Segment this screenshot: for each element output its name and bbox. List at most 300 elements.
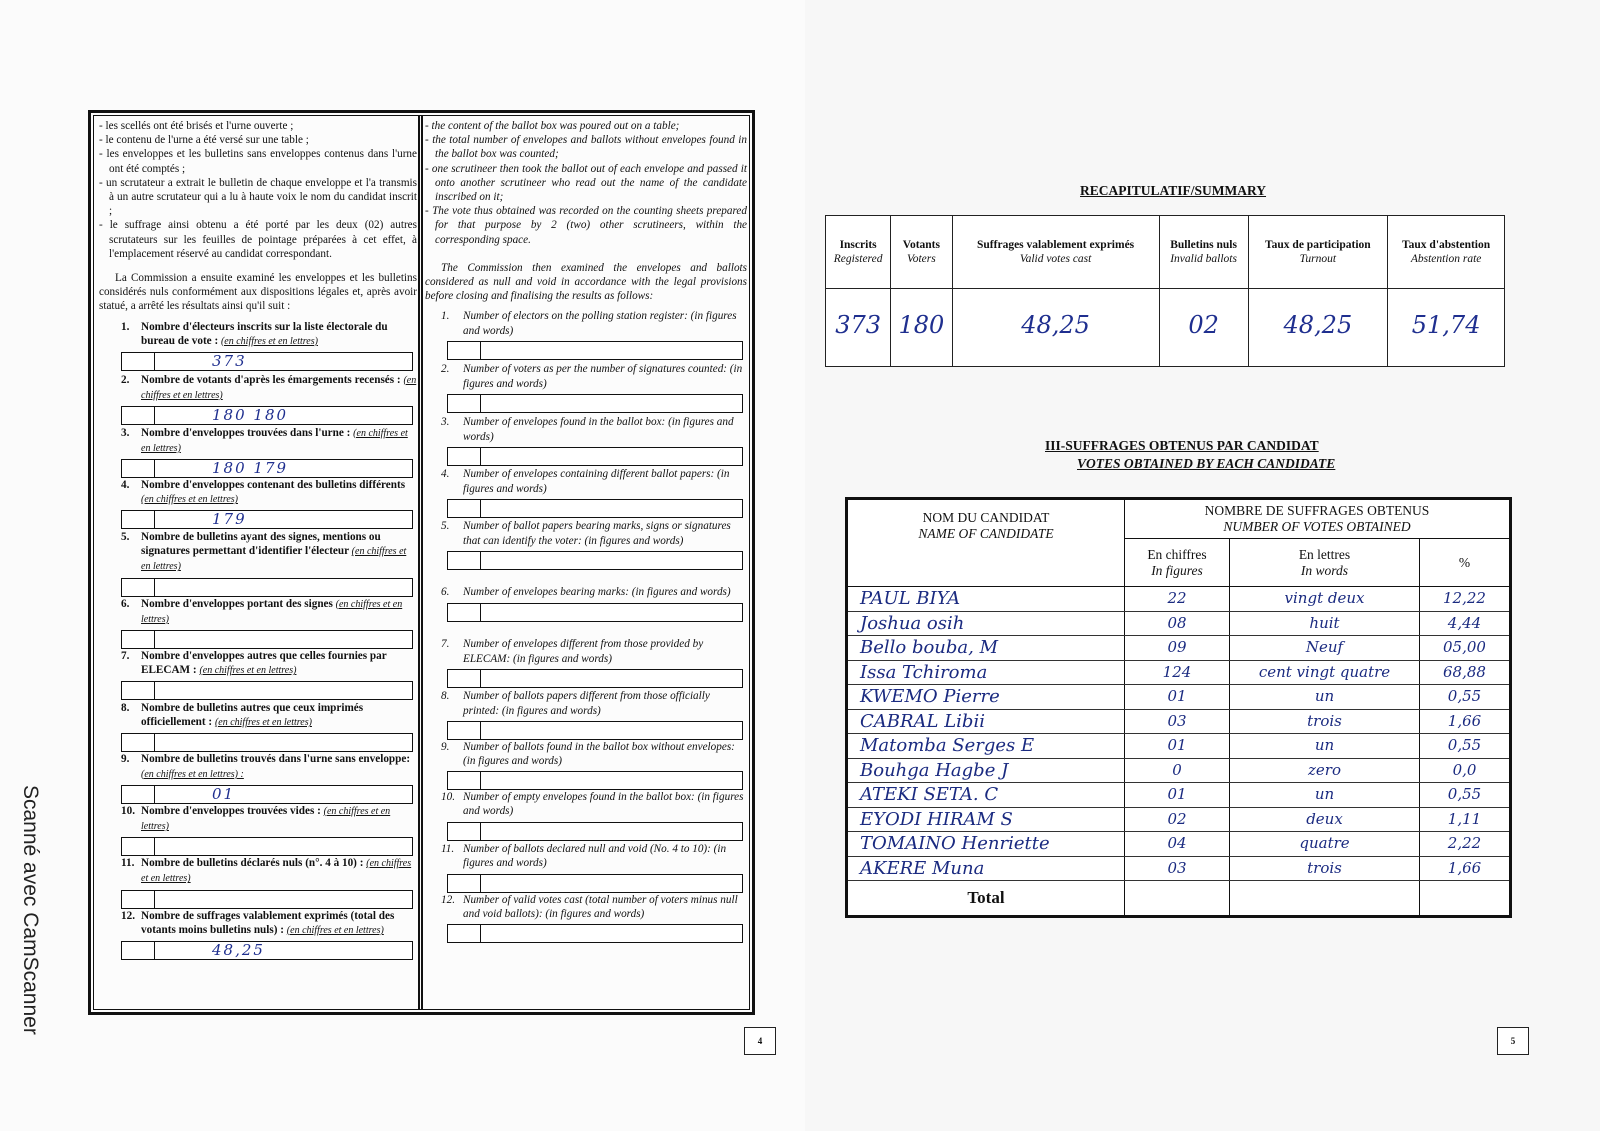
form-item: [99, 752, 417, 803]
page-number: 5: [1497, 1027, 1529, 1055]
candidate-votes-words: deux: [1306, 809, 1343, 828]
english-bullet: - the content of the ballot box was poured out on a table;: [425, 120, 680, 132]
candidate-row: [847, 709, 1511, 734]
candidate-percent: 1,66: [1447, 711, 1482, 730]
summary-header-fr: Inscrits: [839, 239, 877, 251]
candidate-name-cell: [847, 660, 1125, 685]
item-hint: (en chiffres et en lettres): [214, 717, 312, 729]
header-votes-fr: NOMBRE DE SUFFRAGES OBTENUS: [1204, 503, 1430, 518]
item-number: 10.: [441, 791, 455, 804]
summary-header-en: Abstention rate: [1410, 253, 1482, 265]
english-column: [425, 119, 747, 1006]
summary-header: [891, 216, 952, 289]
handwritten-summary-value: 48,25: [1021, 311, 1090, 339]
french-bullet-text: les enveloppes et les bulletins sans enveloppes contenus dans l'urne ont été comptés ;: [106, 148, 417, 175]
item-text: Number of empty envelopes found in the ballot box: (in figures and words): [463, 791, 744, 818]
form-item-en: [425, 740, 747, 790]
candidate-votes-words-cell: [1230, 636, 1420, 661]
candidate-votes-figures: 124: [1162, 662, 1192, 681]
item-label: [141, 804, 417, 834]
header-words: [1230, 539, 1420, 587]
summary-header-fr: Votants: [902, 239, 940, 251]
candidate-votes-figures-cell: [1125, 660, 1230, 685]
summary-table: [825, 215, 1505, 367]
candidate-name-cell: [847, 832, 1125, 857]
counting-form: [88, 110, 755, 1015]
total-words: [1230, 881, 1420, 917]
english-bullet: - the total number of envelopes and ballots without envelopes found in the ballot box was counted;: [425, 134, 747, 161]
item-text: Nombre d'enveloppes trouvées dans l'urne :: [141, 426, 351, 439]
french-bullet-text: le suffrage ainsi obtenu a été porté par les deux (02) autres scrutateurs sur les feuilles de pointage préparées à cet effet, à l'emplacement réservé au candidat correspondant.: [109, 219, 418, 260]
item-text: Nombre de suffrages valablement exprimés (total des votants moins bulletins nuls) :: [141, 909, 395, 936]
item-hint: (en chiffres et en lettres) :: [141, 768, 244, 780]
candidate-votes-words: un: [1314, 736, 1335, 755]
page-number: 4: [744, 1027, 776, 1055]
candidate-percent: 05,00: [1443, 638, 1486, 657]
answer-box[interactable]: [121, 837, 413, 856]
item-label: [141, 856, 417, 886]
item-text: Number of ballot papers bearing marks, signs or signatures that can identify the voter: (in figures and words): [463, 520, 731, 547]
answer-box[interactable]: [447, 447, 743, 466]
candidate-votes-figures-cell: [1125, 807, 1230, 832]
candidate-votes-words: trois: [1307, 711, 1342, 730]
header-name-fr: NOM DU CANDIDAT: [922, 510, 1050, 525]
form-item: [99, 320, 417, 373]
candidate-votes-figures: 22: [1167, 589, 1187, 608]
answer-box[interactable]: [121, 785, 413, 804]
candidate-row: [847, 856, 1511, 881]
answer-box[interactable]: [121, 510, 413, 529]
item-label: [141, 649, 417, 678]
item-text: Nombre de bulletins autres que ceux imprimés officiellement :: [141, 702, 364, 729]
header-votes-en: NUMBER OF VOTES OBTAINED: [1223, 519, 1411, 534]
item-hint: (en chiffres et en lettres): [141, 546, 407, 573]
item-number: 12.: [441, 893, 455, 906]
candidate-row: [847, 587, 1511, 612]
summary-header-en: Registered: [833, 253, 883, 265]
item-hint: (en chiffres et en lettres): [199, 665, 297, 677]
answer-box[interactable]: [121, 352, 413, 371]
candidate-name: TOMAINO Henriette: [860, 833, 1050, 855]
candidate-percent-cell: [1420, 734, 1511, 759]
right-page: [805, 0, 1600, 1131]
item-hint: (en chiffres et en lettres): [286, 924, 384, 936]
candidate-votes-figures: 02: [1167, 809, 1187, 828]
item-number: 11.: [441, 843, 455, 856]
total-figures: [1125, 881, 1230, 917]
item-text: Number of envelopes containing different ballot papers: (in figures and words): [463, 468, 730, 495]
candidate-percent-cell: [1420, 685, 1511, 710]
summary-header: [952, 216, 1159, 289]
handwritten-value: 180 180: [212, 406, 289, 425]
candidate-votes-figures-cell: [1125, 611, 1230, 636]
handwritten-summary-value: 51,74: [1411, 311, 1481, 339]
candidate-votes-figures-cell: [1125, 685, 1230, 710]
candidate-votes-figures: 01: [1167, 687, 1187, 706]
candidate-percent: 1,66: [1447, 858, 1482, 877]
candidate-votes-figures: 0: [1172, 760, 1182, 779]
answer-box[interactable]: [447, 874, 743, 893]
candidate-percent: 4,44: [1447, 613, 1482, 632]
summary-header-fr: Bulletins nuls: [1170, 239, 1237, 251]
candidate-votes-words-cell: [1230, 758, 1420, 783]
item-number: 2.: [121, 373, 130, 386]
candidate-name: Bello bouba, M: [860, 637, 999, 659]
item-text: Nombre de votants d'après les émargements recensés :: [141, 373, 401, 386]
header-name-en: NAME OF CANDIDATE: [918, 526, 1054, 541]
item-text: Nombre d'enveloppes contenant des bulletins différents: [141, 479, 406, 492]
candidate-votes-words-cell: [1230, 660, 1420, 685]
english-bullet-text: the content of the ballot box was poured out on a table;: [431, 120, 680, 132]
english-bullet: - one scrutineer then took the ballot out of each envelope and passed it onto another scrutineer who read out the name of the candidate inscribed on it;: [425, 162, 747, 204]
french-bullet-text: le contenu de l'urne a été versé sur une table ;: [105, 134, 309, 147]
candidate-name-cell: [847, 587, 1125, 612]
answer-box[interactable]: [447, 499, 743, 518]
answer-box[interactable]: [447, 603, 743, 622]
item-label: [141, 909, 417, 938]
item-label: [141, 320, 417, 349]
handwritten-summary-value: 373: [835, 311, 881, 339]
summary-header-en: Turnout: [1299, 253, 1337, 265]
candidate-votes-figures-cell: [1125, 734, 1230, 759]
form-item-en: [425, 585, 747, 637]
candidate-row: [847, 783, 1511, 808]
candidate-name-cell: [847, 636, 1125, 661]
summary-header-fr: Suffrages valablement exprimés: [977, 239, 1135, 251]
item-text: Number of envelopes bearing marks: (in figures and words): [463, 586, 731, 599]
candidate-votes-figures: 03: [1167, 711, 1187, 730]
candidate-name-cell: [847, 685, 1125, 710]
candidate-row: [847, 636, 1511, 661]
summary-header-en: Valid votes cast: [1019, 253, 1092, 265]
form-item: [99, 426, 417, 478]
item-number: 10.: [121, 804, 135, 817]
candidate-row: [847, 832, 1511, 857]
answer-box[interactable]: [447, 551, 743, 570]
form-item: [99, 478, 417, 530]
french-bullet: - le contenu de l'urne a été versé sur une table ;: [99, 134, 309, 147]
english-paragraph: The Commission then examined the envelopes and ballots considered as null and void in accordance with the legal provisions before closing and finalising the results as follows:: [425, 261, 747, 303]
column-divider: [418, 116, 423, 1009]
item-number: 6.: [121, 597, 130, 610]
summary-value: [1248, 289, 1388, 367]
item-number: 2.: [441, 363, 450, 376]
candidate-percent-cell: [1420, 660, 1511, 685]
candidate-votes-words: huit: [1309, 613, 1340, 632]
summary-header: [1159, 216, 1248, 289]
candidate-percent-cell: [1420, 783, 1511, 808]
candidate-row: [847, 734, 1511, 759]
answer-box[interactable]: [121, 406, 413, 425]
form-item: [99, 804, 417, 856]
candidate-votes-words-cell: [1230, 783, 1420, 808]
summary-header-en: Invalid ballots: [1170, 253, 1237, 265]
item-number: 9.: [441, 740, 450, 753]
item-label: [141, 752, 417, 781]
answer-box[interactable]: [447, 394, 743, 413]
item-label: [141, 597, 417, 627]
answer-box[interactable]: [121, 578, 413, 597]
candidate-row: [847, 758, 1511, 783]
candidate-percent: 0,0: [1452, 760, 1477, 779]
item-text: Nombre de bulletins ayant des signes, mentions ou signatures permettant d'identifier l'électeur: [141, 531, 381, 558]
section-title-en: VOTES OBTAINED BY EACH CANDIDATE: [1077, 456, 1336, 471]
french-column: [99, 119, 417, 1006]
item-number: 11.: [121, 857, 135, 870]
candidate-votes-words-cell: [1230, 709, 1420, 734]
summary-value: [952, 289, 1159, 367]
item-number: 12.: [121, 909, 135, 922]
english-bullet-text: one scrutineer then took the ballot out of each envelope and passed it onto another scrutineer who read out the name of the candidate inscribed on it;: [431, 162, 747, 204]
candidate-percent: 68,88: [1443, 662, 1486, 681]
candidate-percent-cell: [1420, 856, 1511, 881]
header-figures-en: In figures: [1151, 562, 1203, 578]
item-hint: (en chiffres et en lettres): [220, 335, 318, 347]
handwritten-summary-value: 02: [1188, 311, 1219, 339]
summary-header: [1248, 216, 1388, 289]
answer-box[interactable]: [121, 890, 413, 909]
candidate-percent-cell: [1420, 611, 1511, 636]
form-item: [99, 373, 417, 426]
candidate-votes-words-cell: [1230, 856, 1420, 881]
form-item-en: [425, 362, 747, 415]
candidate-percent: 12,22: [1443, 589, 1486, 608]
answer-box[interactable]: [447, 771, 743, 790]
summary-header-en: Voters: [906, 253, 936, 265]
candidate-row: [847, 685, 1511, 710]
candidate-name-cell: [847, 807, 1125, 832]
candidate-row: [847, 660, 1511, 685]
candidate-name: Joshua osih: [860, 612, 965, 634]
answer-box[interactable]: [121, 459, 413, 478]
item-hint: (en chiffres et en lettres): [141, 598, 403, 625]
handwritten-value: 180 179: [212, 459, 289, 478]
item-hint: (en chiffres et en lettres): [141, 494, 239, 506]
item-text: Nombre d'électeurs inscrits sur la liste électorale du bureau de vote :: [141, 320, 388, 347]
item-number: 3.: [441, 416, 450, 429]
header-name: [847, 499, 1125, 587]
candidate-name-cell: [847, 758, 1125, 783]
header-figures: [1125, 539, 1230, 587]
summary-value: [826, 289, 891, 367]
form-item-en: [425, 689, 747, 739]
summary-value: [1159, 289, 1248, 367]
candidate-percent-cell: [1420, 587, 1511, 612]
answer-box[interactable]: [121, 630, 413, 649]
candidate-votes-figures: 04: [1167, 834, 1187, 853]
english-bullet: - The vote thus obtained was recorded on the counting sheets prepared for that purpose by 2 (two) other scrutineers, within the corresponding space.: [425, 205, 747, 246]
english-bullet-text: The vote thus obtained was recorded on the counting sheets prepared for that purpose by 2 (two) other scrutineers, within the corresponding space.: [432, 205, 747, 246]
candidate-percent: 2,22: [1447, 834, 1482, 853]
answer-box[interactable]: [121, 733, 413, 752]
answer-box[interactable]: [447, 822, 743, 841]
candidate-votes-figures: 08: [1167, 613, 1187, 632]
item-label: [141, 478, 417, 507]
candidate-name-cell: [847, 611, 1125, 636]
answer-box[interactable]: [121, 681, 413, 700]
item-text: Nombre d'enveloppes autres que celles fournies par ELECAM :: [141, 650, 387, 677]
form-item: [99, 701, 417, 752]
french-bullet: - le suffrage ainsi obtenu a été porté par les deux (02) autres scrutateurs sur les feuilles de pointage préparées à cet effet, à l'emplacement réservé au candidat correspondant.: [99, 219, 418, 260]
item-label: [141, 426, 417, 456]
candidate-percent: 0,55: [1447, 687, 1482, 706]
candidate-percent-cell: [1420, 832, 1511, 857]
candidate-votes-words: zero: [1308, 760, 1341, 779]
candidate-percent: 1,11: [1447, 809, 1482, 828]
item-text: Number of voters as per the number of signatures counted: (in figures and words): [463, 363, 743, 390]
candidate-votes-words: cent vingt quatre: [1258, 662, 1391, 681]
form-item: [99, 856, 417, 908]
item-number: 8.: [441, 690, 450, 703]
answer-box[interactable]: [447, 924, 743, 943]
camscanner-watermark: Scanné avec CamScanner: [19, 785, 42, 1035]
candidate-row: [847, 611, 1511, 636]
candidate-votes-figures-cell: [1125, 758, 1230, 783]
form-item-en: [425, 893, 747, 949]
candidate-percent-cell: [1420, 709, 1511, 734]
form-item: [99, 530, 417, 597]
candidate-name: PAUL BIYA: [860, 588, 961, 610]
item-number: 5.: [441, 520, 450, 533]
item-number: 1.: [121, 320, 130, 333]
form-item-en: [425, 519, 747, 585]
header-percent: %: [1420, 539, 1511, 587]
candidate-votes-words-cell: [1230, 832, 1420, 857]
form-item-en: [425, 637, 747, 689]
item-hint: (en chiffres et en lettres): [141, 858, 412, 885]
candidate-votes-figures: 01: [1167, 736, 1187, 755]
candidate-name-cell: [847, 856, 1125, 881]
item-number: 6.: [441, 586, 450, 599]
summary-value: [1388, 289, 1505, 367]
candidate-votes-words: vingt deux: [1284, 589, 1365, 608]
item-text: Number of envelopes found in the ballot box: (in figures and words): [463, 416, 734, 443]
french-bullet-text: un scrutateur a extrait le bulletin de chaque enveloppe et l'a transmis à un autre scrutateur qui a lu à haute voix le nom du candidat inscrit ;: [105, 176, 417, 218]
candidate-name: Issa Tchiroma: [860, 661, 988, 683]
item-text: Number of valid votes cast (total number of voters minus null and void ballots): (in figures and words): [463, 893, 738, 920]
form-item-en: [425, 790, 747, 842]
item-number: 8.: [121, 702, 130, 715]
handwritten-value: 179: [212, 510, 247, 529]
french-paragraph: La Commission a ensuite examiné les enveloppes et les bulletins considérés nuls conformément aux dispositions légales et, après avoir statué, a arrêté les résultats ainsi qu'il suit :: [99, 272, 417, 313]
candidate-name: CABRAL Libii: [860, 710, 985, 732]
candidate-votes-figures-cell: [1125, 832, 1230, 857]
answer-box[interactable]: [447, 721, 743, 740]
summary-header: [826, 216, 891, 289]
english-bullet-text: the total number of envelopes and ballots without envelopes found in the ballot box was counted;: [432, 134, 747, 161]
header-votes: [1125, 499, 1511, 539]
candidate-votes-words-cell: [1230, 685, 1420, 710]
summary-header-fr: Taux de participation: [1265, 239, 1371, 251]
item-text: Nombre d'enveloppes trouvées vides :: [141, 804, 321, 817]
item-text: Number of ballots found in the ballot box without envelopes: (in figures and words): [463, 740, 735, 768]
candidate-name: EYODI HIRAM S: [860, 808, 1013, 830]
total-percent: [1420, 881, 1511, 917]
answer-box[interactable]: [447, 341, 743, 360]
candidate-votes-figures-cell: [1125, 587, 1230, 612]
form-item: [99, 909, 417, 965]
header-figures-fr: En chiffres: [1147, 546, 1207, 562]
candidate-votes-words-cell: [1230, 734, 1420, 759]
answer-box[interactable]: [121, 941, 413, 960]
summary-header-fr: Taux d'abstention: [1402, 239, 1491, 251]
handwritten-summary-value: 48,25: [1283, 311, 1353, 339]
candidate-name-cell: [847, 709, 1125, 734]
candidate-votes-words-cell: [1230, 587, 1420, 612]
candidate-votes-words: Neuf: [1305, 638, 1344, 657]
item-text: Nombre d'enveloppes portant des signes: [141, 597, 333, 610]
form-item-en: [425, 309, 747, 362]
form-item: [99, 597, 417, 649]
summary-title: RECAPITULATIF/SUMMARY: [1080, 183, 1267, 198]
item-hint: (en chiffres et en lettres): [141, 374, 417, 401]
candidate-percent-cell: [1420, 758, 1511, 783]
candidate-votes-words: un: [1314, 687, 1335, 706]
item-hint: (en chiffres et en lettres): [141, 805, 391, 833]
item-number: 4.: [441, 468, 450, 481]
candidate-votes-words-cell: [1230, 611, 1420, 636]
candidate-votes-figures: 01: [1167, 785, 1187, 804]
item-number: 7.: [441, 638, 450, 651]
french-bullet: - un scrutateur a extrait le bulletin de chaque enveloppe et l'a transmis à un autre scrutateur qui a lu à haute voix le nom du candidat inscrit ;: [99, 176, 417, 218]
candidate-votes-figures-cell: [1125, 636, 1230, 661]
candidate-name: Bouhga Hagbe J: [860, 759, 1009, 781]
candidate-votes-figures-cell: [1125, 783, 1230, 808]
candidate-name: Matomba Serges E: [860, 735, 1035, 757]
candidates-table: [845, 497, 1512, 918]
item-text: Number of ballots papers different from those officially printed: (in figures and words): [463, 690, 710, 717]
handwritten-summary-value: 180: [898, 311, 945, 339]
handwritten-value: 01: [212, 784, 236, 803]
item-text: Nombre de bulletins déclarés nuls (n°. 4 à 10) :: [141, 857, 364, 870]
french-bullet: - les scellés ont été brisés et l'urne ouverte ;: [99, 120, 294, 132]
candidate-percent: 0,55: [1447, 785, 1482, 804]
candidate-name: AKERE Muna: [860, 857, 985, 879]
handwritten-value: 48,25: [212, 941, 265, 960]
candidate-percent: 0,55: [1447, 736, 1482, 755]
item-label: [141, 701, 417, 730]
candidate-percent-cell: [1420, 636, 1511, 661]
candidate-votes-figures: 09: [1167, 638, 1187, 657]
candidate-votes-figures: 03: [1167, 858, 1187, 877]
item-text: Nombre de bulletins trouvés dans l'urne sans enveloppe:: [141, 753, 411, 766]
answer-box[interactable]: [447, 669, 743, 688]
item-number: 5.: [121, 531, 130, 544]
candidate-name-cell: [847, 734, 1125, 759]
section-title-fr: III-SUFFRAGES OBTENUS PAR CANDIDAT: [1045, 438, 1319, 453]
summary-value: [891, 289, 952, 367]
candidate-name: KWEMO Pierre: [860, 686, 1000, 708]
candidate-votes-figures-cell: [1125, 856, 1230, 881]
item-label: [141, 530, 417, 575]
handwritten-value: 373: [212, 352, 247, 371]
candidate-row: [847, 807, 1511, 832]
candidate-votes-figures-cell: [1125, 709, 1230, 734]
candidate-name-cell: [847, 783, 1125, 808]
total-label: Total: [847, 881, 1125, 917]
item-hint: (en chiffres et en lettres): [141, 427, 408, 454]
item-label: [141, 373, 417, 403]
item-text: Number of envelopes different from those provided by ELECAM: (in figures and words): [463, 638, 704, 665]
candidate-votes-words-cell: [1230, 807, 1420, 832]
french-bullet-text: les scellés ont été brisés et l'urne ouverte ;: [105, 120, 294, 132]
candidate-percent-cell: [1420, 807, 1511, 832]
item-number: 3.: [121, 426, 130, 439]
candidate-votes-words: trois: [1307, 858, 1342, 877]
candidate-votes-words: quatre: [1299, 834, 1350, 853]
french-bullet: - les enveloppes et les bulletins sans enveloppes contenus dans l'urne ont été comptés ;: [99, 148, 417, 175]
item-number: 4.: [121, 479, 130, 492]
